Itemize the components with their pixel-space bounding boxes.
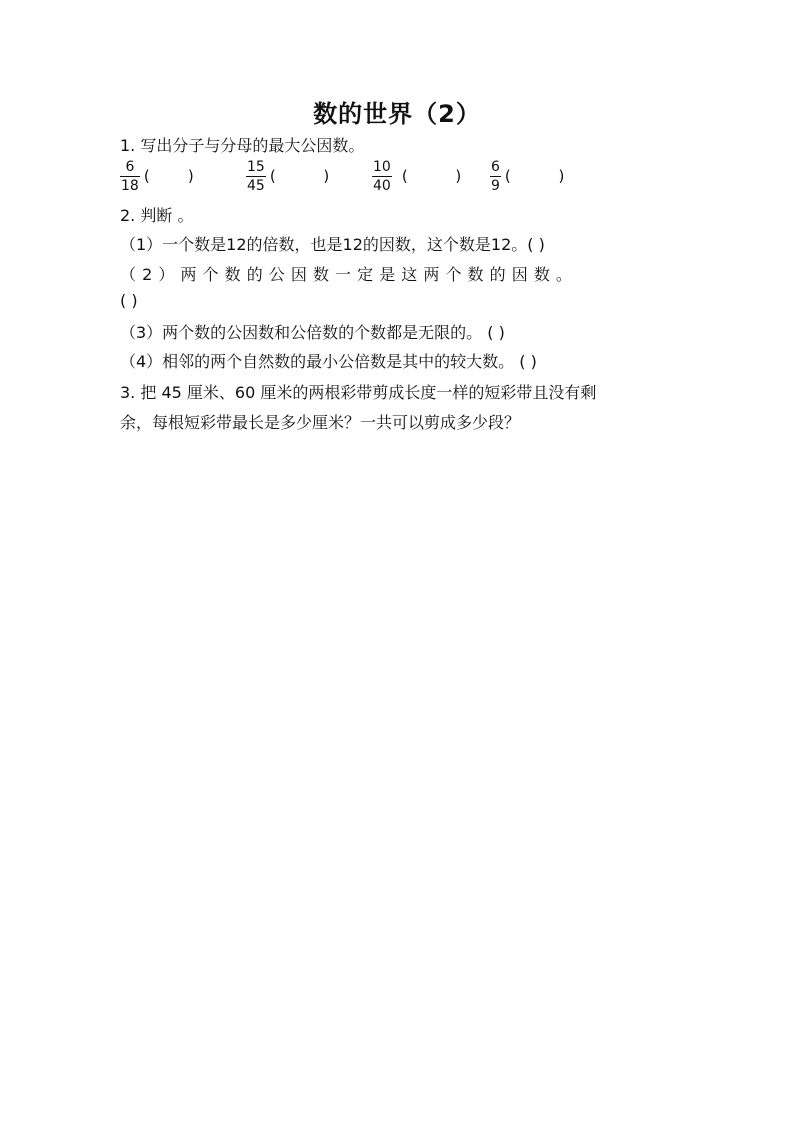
answer-blank[interactable]: ( ) [269, 167, 330, 185]
q3-line-2: 余，每根短彩带最长是多少厘米？一共可以剪成多少段？ [120, 413, 521, 432]
fraction-item [372, 155, 461, 197]
q2-heading: 2. 判断 。 [120, 206, 194, 225]
fraction-denominator: 40 [373, 177, 391, 194]
fraction-numerator: 15 [247, 158, 265, 175]
fraction-denominator: 18 [121, 177, 139, 194]
fraction [120, 159, 140, 194]
q1-heading: 1. 写出分子与分母的最大公因数。 [120, 136, 365, 155]
fraction [490, 159, 501, 194]
fraction [246, 159, 266, 194]
q2-item-2: （ 2 ） 两 个 数 的 公 因 数 一 定 是 这 两 个 数 的 因 数 。 [120, 265, 573, 284]
answer-blank[interactable]: ( ) [504, 167, 565, 185]
fraction-denominator: 45 [247, 177, 265, 194]
fraction-numerator: 6 [125, 158, 135, 175]
fraction-item [246, 155, 329, 197]
q2-item-4: （4）相邻的两个自然数的最小公倍数是其中的较大数。 ( ) [120, 352, 537, 371]
fraction-item [490, 155, 564, 197]
answer-blank[interactable]: ( ) [401, 167, 462, 185]
fraction-item [120, 155, 194, 197]
q1-fraction-row [120, 155, 600, 197]
fraction-denominator: 9 [491, 177, 500, 194]
q2-item-1: （1）一个数是12的倍数，也是12的因数，这个数是12。( ) [120, 235, 545, 254]
page-title: 数的世界（2） [313, 100, 481, 128]
fraction-numerator: 6 [491, 158, 500, 175]
q2-item-2-blank[interactable]: ( ) [120, 291, 138, 310]
answer-blank[interactable]: ( ) [143, 167, 194, 185]
fraction [372, 159, 392, 194]
q3-line-1: 3. 把 45 厘米、60 厘米的两根彩带剪成长度一样的短彩带且没有剩 [120, 383, 597, 402]
fraction-numerator: 10 [373, 158, 391, 175]
q2-item-3: （3）两个数的公因数和公倍数的个数都是无限的。 ( ) [120, 323, 505, 342]
